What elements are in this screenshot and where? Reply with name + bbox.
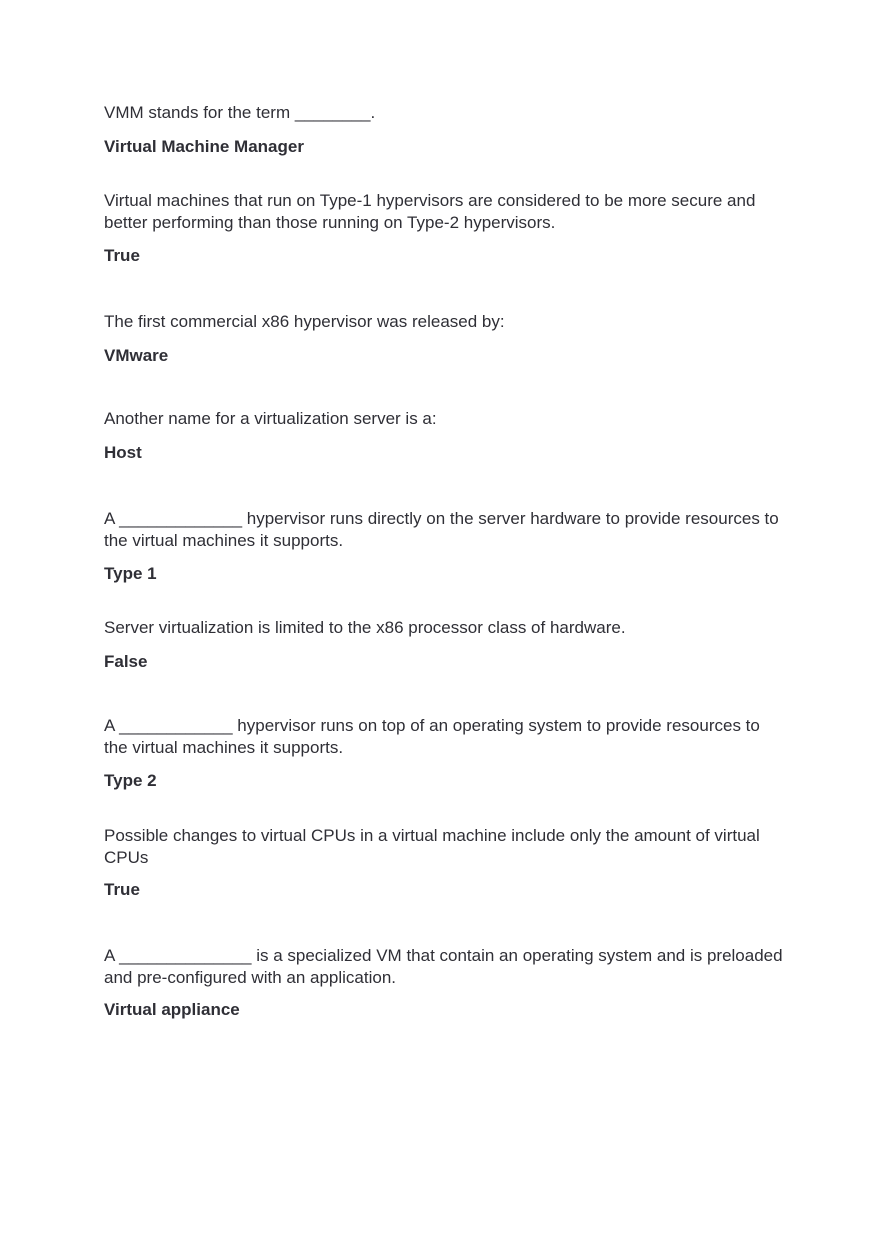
question-text: Server virtualization is limited to the x86 processor class of hardware. <box>104 618 626 637</box>
qa-item-2 <box>104 190 784 265</box>
answer-text: Type 2 <box>104 771 157 790</box>
question-text: A ____________ hypervisor runs on top of an operating system to provide resources to the virtual machines it supports. <box>104 716 760 757</box>
question-text: A ______________ is a specialized VM that contain an operating system and is preloaded and pre-configured with an application. <box>104 946 783 987</box>
answer-text: True <box>104 246 140 265</box>
qa-item-1 <box>104 102 784 156</box>
answer-text: Virtual Machine Manager <box>104 137 304 156</box>
answer-text: Type 1 <box>104 564 157 583</box>
answer-text: False <box>104 652 148 671</box>
question-text: The first commercial x86 hypervisor was released by: <box>104 312 505 331</box>
question-text: Another name for a virtualization server is a: <box>104 409 437 428</box>
question-text: VMM stands for the term ________. <box>104 103 376 122</box>
answer-text: True <box>104 880 140 899</box>
qa-item-7 <box>104 715 784 790</box>
question-text: A _____________ hypervisor runs directly on the server hardware to provide resources to the virtual machines it supports. <box>104 509 779 550</box>
question-text: Virtual machines that run on Type-1 hypervisors are considered to be more secure and better performing than those running on Type-2 hypervisors. <box>104 191 756 232</box>
question-text: Possible changes to virtual CPUs in a virtual machine include only the amount of virtual CPUs <box>104 826 760 867</box>
qa-item-8 <box>104 825 784 899</box>
qa-item-9 <box>104 945 784 1019</box>
answer-text: Host <box>104 443 142 462</box>
qa-item-5 <box>104 508 784 583</box>
qa-item-4 <box>104 408 784 462</box>
answer-text: Virtual appliance <box>104 1000 240 1019</box>
qa-item-6 <box>104 617 784 671</box>
qa-item-3 <box>104 311 784 365</box>
answer-text: VMware <box>104 346 169 365</box>
